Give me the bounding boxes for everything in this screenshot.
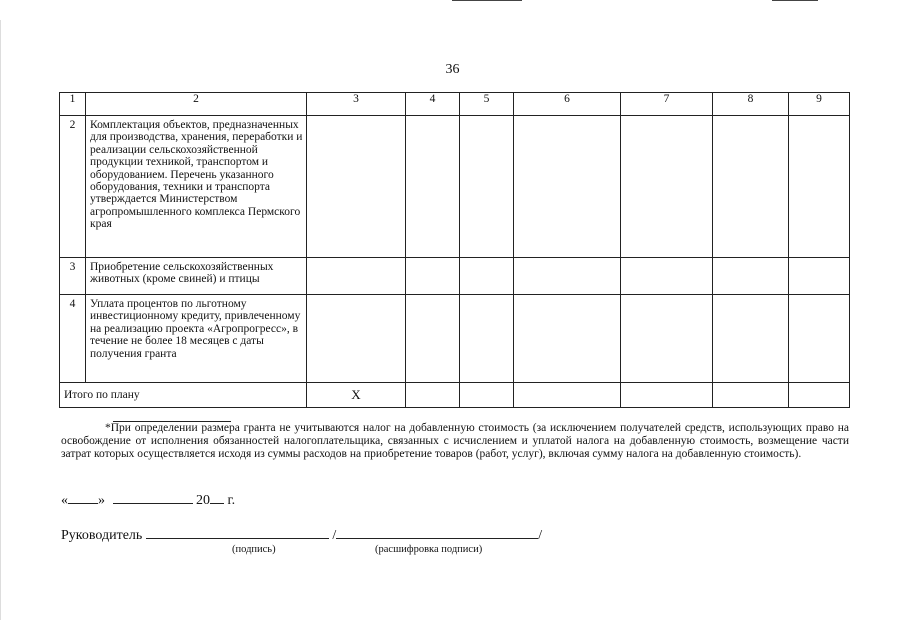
header-cell: 6 <box>514 93 621 116</box>
empty-cell <box>406 383 460 408</box>
header-cell: 9 <box>789 93 850 116</box>
empty-cell <box>713 258 789 295</box>
empty-cell <box>621 383 713 408</box>
row-name: Уплата процентов по льготному инвестиционному кредиту, привлеченному на реализацию проекта «Агропрогресс», в течение не более 18 месяцев с даты получения гранта <box>86 295 307 383</box>
month-blank <box>113 490 193 504</box>
empty-cell <box>621 116 713 258</box>
empty-cell <box>460 383 514 408</box>
day-blank <box>68 490 98 504</box>
table-row <box>60 295 850 383</box>
empty-cell <box>460 295 514 383</box>
empty-cell <box>514 383 621 408</box>
table-row <box>60 116 850 258</box>
row-name: Комплектация объектов, предназначенных для производства, хранения, переработки и реализации сельскохозяйственной продукции техникой, транспортом и оборудованием. Перечень указанного оборудования, техники и транспорта утверждается Министерством агропромышленного комплекса Пермского края <box>86 116 307 258</box>
row-number: 4 <box>60 295 86 383</box>
row-name: Приобретение сельскохозяйственных животных (кроме свиней) и птицы <box>86 258 307 295</box>
row-number: 3 <box>60 258 86 295</box>
empty-cell <box>460 116 514 258</box>
signature-separator: / <box>332 528 337 543</box>
signature-separator-end: / <box>538 528 543 543</box>
empty-cell <box>514 116 621 258</box>
header-cell: 4 <box>406 93 460 116</box>
scan-edge-mark <box>0 20 1 620</box>
table-row <box>60 258 850 295</box>
empty-cell <box>789 295 850 383</box>
decoding-caption: (расшифровка подписи) <box>375 544 483 555</box>
empty-cell <box>406 116 460 258</box>
signature-caption: (подпись) <box>232 544 276 555</box>
decoding-blank <box>336 525 538 539</box>
signature-blank <box>146 525 329 539</box>
empty-cell <box>713 295 789 383</box>
empty-cell <box>307 295 406 383</box>
footnote-text: *При определении размера гранта не учитываются налог на добавленную стоимость (за исключением получателей средств, использующих право на освобождение от исполнения обязанностей налогоплательщика, связанных с исчислением и уплатой налога на добавленную стоимость, возмещение части затрат которых осуществляется исходя из суммы расходов на приобретение товаров (работ, услуг), включая сумму налога на добавленную стоимость). <box>61 422 849 460</box>
empty-cell <box>406 258 460 295</box>
header-cell: 2 <box>86 93 307 116</box>
header-cell: 1 <box>60 93 86 116</box>
header-cell: 7 <box>621 93 713 116</box>
row-number: 2 <box>60 116 86 258</box>
page-number: 36 <box>445 62 460 77</box>
empty-cell <box>460 258 514 295</box>
empty-cell <box>621 295 713 383</box>
total-label: Итого по плану <box>60 383 307 408</box>
year-prefix: 20 <box>196 493 210 508</box>
empty-cell <box>514 295 621 383</box>
empty-cell <box>406 295 460 383</box>
scan-top-line-left <box>452 0 522 1</box>
open-quote: « <box>61 493 68 508</box>
header-cell: 8 <box>713 93 789 116</box>
year-suffix: г. <box>227 493 236 508</box>
header-cell: 5 <box>460 93 514 116</box>
empty-cell <box>713 116 789 258</box>
date-line <box>61 490 235 509</box>
scan-top-line-right <box>772 0 818 1</box>
empty-cell <box>789 258 850 295</box>
year-blank <box>210 490 224 504</box>
empty-cell <box>307 258 406 295</box>
close-quote: » <box>98 493 105 508</box>
empty-cell <box>514 258 621 295</box>
table-header-row <box>60 93 850 116</box>
signature-line <box>61 525 542 544</box>
empty-cell <box>789 383 850 408</box>
empty-cell <box>789 116 850 258</box>
empty-cell <box>307 116 406 258</box>
total-row <box>60 383 850 408</box>
signature-label: Руководитель <box>61 528 143 543</box>
grant-cost-table <box>59 92 850 408</box>
header-cell: 3 <box>307 93 406 116</box>
empty-cell <box>621 258 713 295</box>
empty-cell <box>713 383 789 408</box>
total-x-mark: X <box>307 383 406 408</box>
